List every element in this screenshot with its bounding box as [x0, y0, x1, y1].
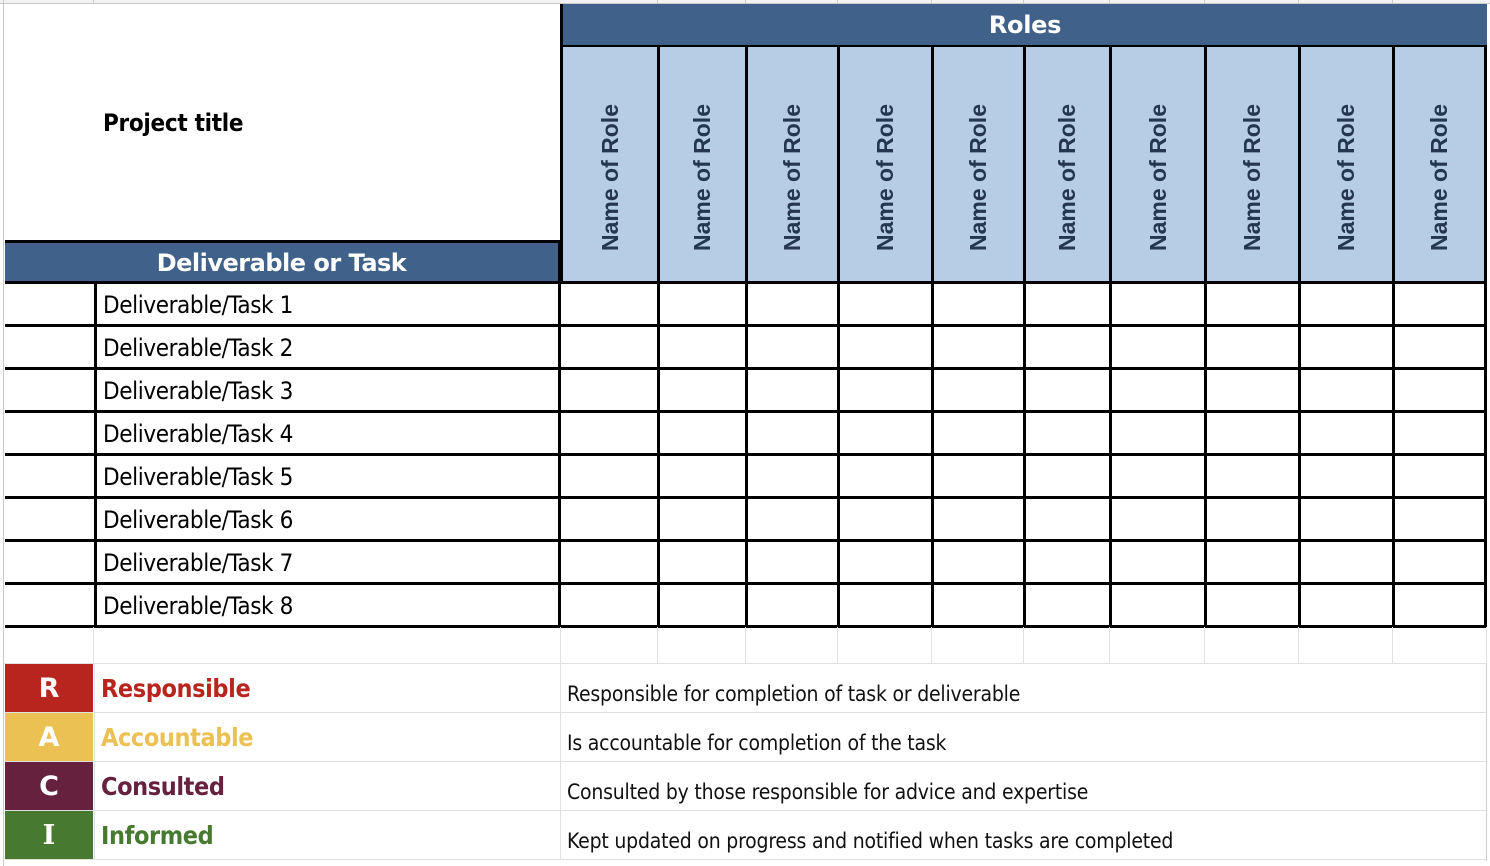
role-header-cell[interactable]	[1026, 47, 1112, 284]
raci-cell[interactable]	[1395, 327, 1487, 370]
raci-cell[interactable]	[1301, 499, 1395, 542]
raci-cell[interactable]	[1026, 585, 1112, 628]
raci-cell[interactable]	[1026, 284, 1112, 327]
raci-cell[interactable]	[1207, 327, 1301, 370]
task-name: Deliverable/Task 4	[103, 420, 293, 448]
raci-cell[interactable]	[748, 499, 840, 542]
divider	[94, 713, 95, 762]
raci-cell[interactable]	[748, 370, 840, 413]
raci-cell[interactable]	[1112, 456, 1207, 499]
divider	[560, 811, 561, 860]
legend-description[interactable]: Responsible for completion of task or deliverable	[567, 682, 1021, 706]
table-row	[5, 456, 1487, 499]
divider	[1486, 664, 1487, 861]
raci-cell[interactable]	[1395, 542, 1487, 585]
legend-row-responsible	[5, 664, 1487, 713]
table-row	[5, 585, 1487, 628]
task-name: Deliverable/Task 7	[103, 549, 293, 577]
role-header-cell[interactable]	[1301, 47, 1395, 284]
legend-term[interactable]: Responsible	[101, 673, 251, 703]
raci-cell[interactable]	[934, 542, 1026, 585]
task-name-cell[interactable]	[94, 327, 561, 370]
raci-cell[interactable]	[560, 370, 660, 413]
divider	[94, 664, 95, 713]
raci-cell[interactable]	[560, 413, 660, 456]
raci-cell[interactable]	[934, 413, 1026, 456]
table-row	[5, 542, 1487, 585]
raci-cell[interactable]	[840, 413, 934, 456]
raci-cell[interactable]	[1112, 499, 1207, 542]
empty-cell[interactable]	[1110, 627, 1205, 664]
divider	[560, 762, 561, 811]
empty-cell[interactable]	[1299, 627, 1393, 664]
legend-row-accountable	[5, 713, 1487, 762]
task-name: Deliverable/Task 5	[103, 463, 293, 491]
raci-cell[interactable]	[934, 327, 1026, 370]
role-header-cell[interactable]	[660, 47, 748, 284]
task-name-cell[interactable]	[94, 456, 561, 499]
project-title-cell[interactable]	[5, 5, 560, 240]
deliverable-header-label: Deliverable or Task	[156, 249, 407, 277]
role-name: Name of Role	[1426, 104, 1452, 251]
role-name: Name of Role	[965, 104, 991, 251]
task-name: Deliverable/Task 6	[103, 506, 293, 534]
legend-letter-badge: A	[5, 713, 93, 761]
raci-cell[interactable]	[1026, 413, 1112, 456]
raci-cell[interactable]	[1395, 370, 1487, 413]
role-header-cell[interactable]	[934, 47, 1026, 284]
task-name: Deliverable/Task 3	[103, 377, 293, 405]
raci-cell[interactable]	[560, 499, 660, 542]
raci-cell[interactable]	[748, 585, 840, 628]
empty-cell[interactable]	[658, 627, 746, 664]
role-name: Name of Role	[689, 104, 715, 251]
raci-cell[interactable]	[1395, 413, 1487, 456]
raci-cell[interactable]	[1112, 542, 1207, 585]
divider	[560, 664, 561, 713]
raci-cell[interactable]	[934, 585, 1026, 628]
legend-term[interactable]: Accountable	[101, 722, 254, 752]
row-index-cell[interactable]	[5, 456, 94, 499]
raci-cell[interactable]	[660, 585, 748, 628]
raci-cell[interactable]	[1026, 456, 1112, 499]
raci-cell[interactable]	[1207, 456, 1301, 499]
roles-header-cell[interactable]	[560, 4, 1487, 48]
raci-cell[interactable]	[1207, 413, 1301, 456]
raci-cell[interactable]	[660, 370, 748, 413]
empty-cell[interactable]	[4, 627, 94, 664]
raci-cell[interactable]	[840, 585, 934, 628]
task-name-cell[interactable]	[94, 413, 561, 456]
role-header-cell[interactable]	[748, 47, 840, 284]
task-name-cell[interactable]	[94, 284, 561, 327]
empty-cell[interactable]	[746, 627, 838, 664]
row-index-cell[interactable]	[5, 327, 94, 370]
raci-cell[interactable]	[1112, 413, 1207, 456]
task-name: Deliverable/Task 2	[103, 334, 293, 362]
table-row	[5, 499, 1487, 542]
raci-cell[interactable]	[660, 327, 748, 370]
legend-row-consulted	[5, 762, 1487, 811]
raci-cell[interactable]	[934, 370, 1026, 413]
raci-cell[interactable]	[1207, 499, 1301, 542]
raci-cell[interactable]	[840, 370, 934, 413]
table-row	[5, 327, 1487, 370]
raci-cell[interactable]	[1395, 585, 1487, 628]
role-name: Name of Role	[1054, 104, 1080, 251]
grid-tick	[93, 0, 94, 4]
divider	[94, 811, 95, 860]
raci-cell[interactable]	[840, 542, 934, 585]
table-row	[5, 284, 1487, 327]
role-header-cell[interactable]	[1395, 47, 1487, 284]
task-name-cell[interactable]	[94, 542, 561, 585]
role-name: Name of Role	[596, 104, 623, 251]
raci-cell[interactable]	[1395, 456, 1487, 499]
divider	[94, 762, 95, 811]
raci-cell[interactable]	[934, 284, 1026, 327]
sheet-left-grid	[3, 0, 4, 866]
legend-letter-badge: I	[5, 811, 93, 859]
raci-cell[interactable]	[1026, 499, 1112, 542]
empty-cell[interactable]	[1205, 627, 1299, 664]
raci-cell[interactable]	[840, 456, 934, 499]
raci-cell[interactable]	[660, 456, 748, 499]
row-index-cell[interactable]	[5, 542, 94, 585]
raci-cell[interactable]	[660, 284, 748, 327]
raci-cell[interactable]	[660, 499, 748, 542]
raci-cell[interactable]	[1207, 370, 1301, 413]
empty-cell[interactable]	[561, 627, 658, 664]
raci-cell[interactable]	[1207, 585, 1301, 628]
raci-cell[interactable]	[934, 456, 1026, 499]
raci-cell[interactable]	[748, 542, 840, 585]
raci-cell[interactable]	[560, 456, 660, 499]
raci-cell[interactable]	[1026, 542, 1112, 585]
raci-cell[interactable]	[560, 284, 660, 327]
project-title: Project title	[103, 108, 244, 137]
raci-cell[interactable]	[1301, 327, 1395, 370]
task-name: Deliverable/Task 1	[103, 291, 293, 319]
raci-cell[interactable]	[1301, 456, 1395, 499]
empty-cell[interactable]	[1393, 627, 1487, 664]
role-name: Name of Role	[1144, 104, 1171, 251]
raci-cell[interactable]	[840, 499, 934, 542]
table-row	[5, 413, 1487, 456]
task-name-cell[interactable]	[94, 370, 561, 413]
row-index-cell[interactable]	[5, 499, 94, 542]
raci-cell[interactable]	[1112, 370, 1207, 413]
row-index-cell[interactable]	[5, 370, 94, 413]
empty-cell[interactable]	[1024, 627, 1110, 664]
role-name: Name of Role	[1333, 104, 1359, 251]
legend-description[interactable]: Is accountable for completion of the task	[567, 731, 947, 755]
legend-letter-badge: R	[5, 664, 93, 712]
empty-cell[interactable]	[94, 627, 561, 664]
raci-cell[interactable]	[748, 327, 840, 370]
raci-cell[interactable]	[840, 284, 934, 327]
raci-cell[interactable]	[1301, 413, 1395, 456]
raci-cell[interactable]	[934, 499, 1026, 542]
task-name-cell[interactable]	[94, 499, 561, 542]
raci-cell[interactable]	[840, 327, 934, 370]
deliverable-header-cell[interactable]	[5, 240, 561, 284]
empty-cell[interactable]	[838, 627, 932, 664]
raci-cell[interactable]	[748, 456, 840, 499]
raci-cell[interactable]	[560, 542, 660, 585]
legend-description[interactable]: Consulted by those responsible for advice and expertise	[567, 780, 1089, 804]
raci-cell[interactable]	[1112, 585, 1207, 628]
raci-cell[interactable]	[1112, 327, 1207, 370]
raci-cell[interactable]	[660, 542, 748, 585]
legend-letter-badge: C	[5, 762, 93, 810]
roles-header-label: Roles	[988, 10, 1062, 39]
raci-cell[interactable]	[748, 284, 840, 327]
row-index-cell[interactable]	[5, 585, 94, 628]
raci-cell[interactable]	[748, 413, 840, 456]
raci-cell[interactable]	[1301, 284, 1395, 327]
raci-cell[interactable]	[1301, 370, 1395, 413]
raci-cell[interactable]	[1207, 284, 1301, 327]
legend-term[interactable]: Consulted	[101, 771, 225, 801]
role-header-cell[interactable]	[560, 47, 660, 284]
divider	[560, 713, 561, 762]
role-name: Name of Role	[872, 104, 898, 251]
row-index-cell[interactable]	[5, 413, 94, 456]
raci-cell[interactable]	[1026, 327, 1112, 370]
raci-cell[interactable]	[660, 413, 748, 456]
raci-cell[interactable]	[1207, 542, 1301, 585]
role-name: Name of Role	[1239, 104, 1265, 251]
role-header-cell[interactable]	[1112, 47, 1207, 284]
raci-cell[interactable]	[1112, 284, 1207, 327]
raci-cell[interactable]	[560, 585, 660, 628]
legend-description[interactable]: Kept updated on progress and notified when tasks are completed	[567, 829, 1174, 853]
raci-cell[interactable]	[1395, 499, 1487, 542]
raci-cell[interactable]	[560, 327, 660, 370]
legend-row-informed	[5, 811, 1487, 860]
role-name: Name of Role	[779, 104, 805, 251]
raci-cell[interactable]	[1301, 542, 1395, 585]
task-name: Deliverable/Task 8	[103, 592, 293, 620]
raci-cell[interactable]	[1395, 284, 1487, 327]
task-name-cell[interactable]	[94, 585, 561, 628]
raci-cell[interactable]	[1301, 585, 1395, 628]
table-row	[5, 370, 1487, 413]
empty-cell[interactable]	[932, 627, 1024, 664]
legend-term[interactable]: Informed	[101, 820, 214, 850]
raci-cell[interactable]	[1026, 370, 1112, 413]
role-header-cell[interactable]	[840, 47, 934, 284]
role-header-cell[interactable]	[1207, 47, 1301, 284]
row-index-cell[interactable]	[5, 284, 94, 327]
